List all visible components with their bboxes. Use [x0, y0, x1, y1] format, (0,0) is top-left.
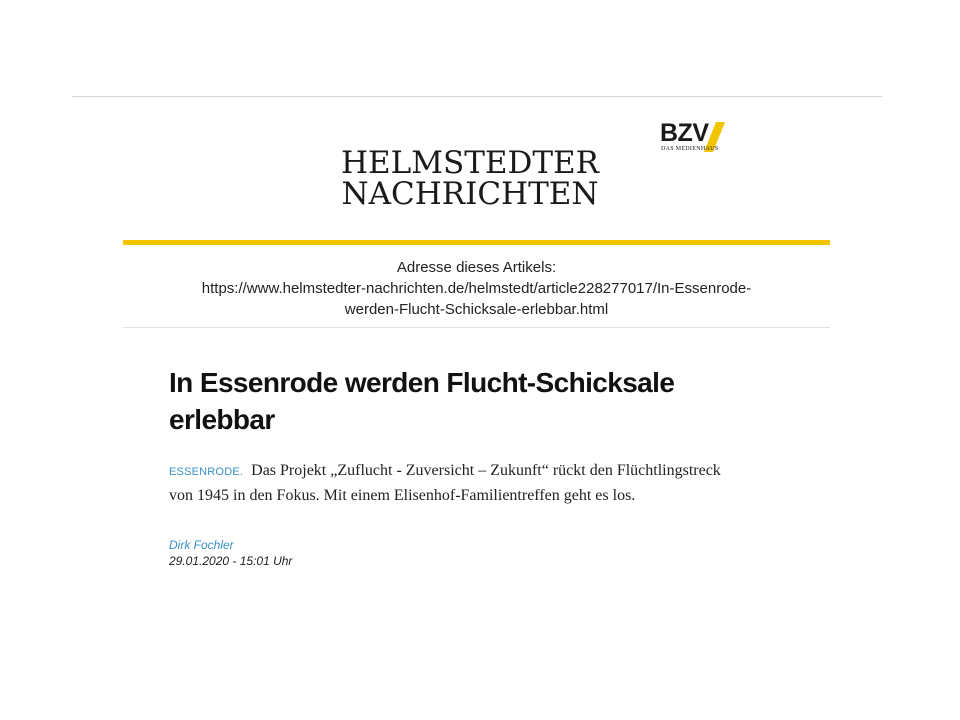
address-url-line-2[interactable]: werden-Flucht-Schicksale-erlebbar.html — [344, 301, 609, 318]
teaser-text-2: von 1945 in den Fokus. Mit einem Elisenhof-Familientreffen geht es los. — [169, 487, 636, 504]
bzv-logo-text: BZV — [660, 119, 709, 147]
yellow-divider — [123, 240, 830, 245]
publish-date: 29.01.2020 - 15:01 Uhr — [169, 554, 293, 568]
headline-line-2: erlebbar — [169, 404, 275, 435]
article-headline — [169, 364, 789, 438]
teaser-line-1 — [169, 459, 809, 484]
bzv-logo-subtitle: DAS MEDIENHAUS — [661, 146, 719, 152]
article-address — [123, 257, 830, 320]
author-name[interactable]: Dirk Fochler — [169, 538, 234, 552]
masthead-line-1: HELMSTEDTER — [340, 145, 600, 181]
headline-line-1: In Essenrode werden Flucht-Schicksale — [169, 367, 675, 398]
bzv-logo — [660, 120, 732, 160]
address-divider — [123, 327, 830, 328]
address-url-line-1[interactable]: https://www.helmstedter-nachrichten.de/helmstedt/article228277017/In-Essenrode- — [201, 280, 752, 297]
masthead-line-2: NACHRICHTEN — [341, 176, 599, 212]
article-teaser — [169, 459, 809, 508]
teaser-text-1: Das Projekt „Zuflucht - Zuversicht – Zukunft“ rückt den Flüchtlingstreck — [251, 462, 721, 479]
top-divider — [72, 96, 882, 97]
dateline: ESSENRODE. — [169, 466, 244, 478]
address-label: Adresse dieses Artikels: — [396, 259, 557, 276]
newspaper-masthead — [300, 145, 640, 212]
